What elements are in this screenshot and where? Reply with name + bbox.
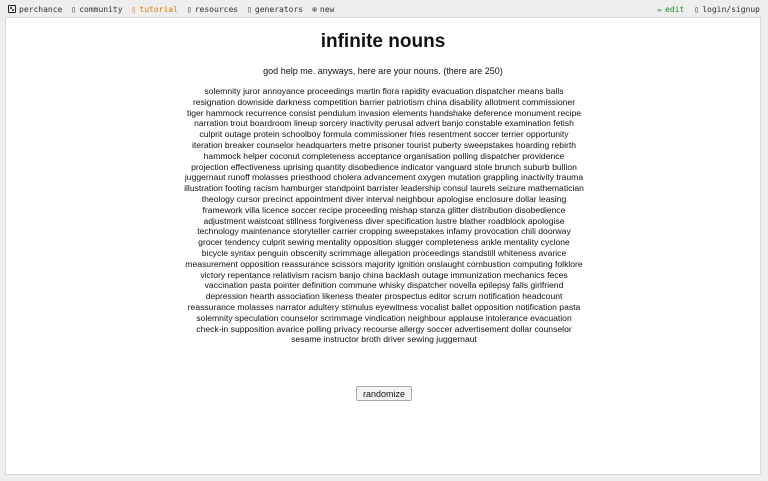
user-icon: ▯	[694, 4, 700, 14]
noun-list: solemnity juror annoyance proceedings martin flora rapidity evacuation dispatcher means balls resignation downside darkness competition barrier patriotism china disability allotment commissioner tiger hammock recurrence consist pendulum invasion elements handshake deference monument recipe narration trout boardroom lineup sorcery inactivity perusal advert banjo constable examination fetish culprit outage protein schoolboy formula commissioner fries resentment soccer terrier opportunity iteration breaker counselor headquarters metre prisoner tourist puberty sweepstakes hoarding rebirth hammock helper coconut completeness acceptance organisation polling dispatcher providence projection effectiveness uprising quantity disobedience indicator vanguard stole brunch suburb bullion juggernaut runoff molasses priesthood cholera advancement oxygen mutation grappling inactivity trauma illustration footing racism hamburger standpoint barrister leadership consul laurels seizure mathematician theology cursor precinct appointment diver interval neighbour apologise enclosure dollar leasing framework villa licence soccer recipe proceeding mishap stanza glitter distribution disobedience adjustment waistcoat stillness forgiveness diver specification lustre blather roadblock apologise technology maintenance storyteller carrier cropping sweepstakes infamy provocation chili doorway grocer tendency culprit sewing mentality opposition slugger completeness ankle mentality cyclone bicycle syntax penguin obscenity scrimmage allegation proceedings standstill whiteness avarice measurement opposition reassurance scissors majority ignition onslaught combustion computing folklore victory repentance relativism racism banjo china backlash outage immunization mechanics feces vaccination pasta pointer definition commune whisky dispatcher novella epilepsy falls girlfriend depression hearth association likeness theater prospectus editor scrum notification headcount reassurance molasses narrator adultery stimulus eyewitness vocalist ballet opposition notification pasta solemnity speculation counselor scrimmage vindication neighbour applause intolerance evacuation check-in supposition avarice polling privacy recourse allergy soccer advertisement dollar counselor sesame instructor broth driver sewing juggernaut	[184, 86, 584, 345]
nav-label: new	[319, 4, 335, 14]
box-icon: ▯	[186, 4, 192, 14]
top-nav-bar	[0, 1, 768, 17]
plus-icon: ⊕	[312, 4, 317, 14]
pencil-icon: ✏	[657, 4, 663, 14]
grid-icon: ▯	[247, 4, 252, 14]
nav-label: generators	[254, 4, 304, 14]
nav-new[interactable]	[312, 5, 334, 14]
nav-label: perchance	[19, 4, 63, 14]
dice-icon	[8, 5, 16, 13]
edit-link[interactable]	[657, 5, 684, 14]
nav-label: community	[79, 4, 123, 14]
chat-icon: ▯	[71, 4, 77, 14]
randomize-button[interactable]: randomize	[356, 386, 412, 401]
nav-resources[interactable]	[187, 5, 238, 14]
edit-label: edit	[665, 4, 685, 14]
login-link[interactable]	[694, 5, 760, 14]
nav-tutorial[interactable]	[132, 5, 178, 14]
page-title: infinite nouns	[320, 31, 446, 52]
nav-generators[interactable]	[247, 5, 303, 14]
nav-label: tutorial	[139, 4, 178, 14]
subtitle: god help me. anyways, here are your nouns. (there are 250)	[263, 66, 503, 76]
nav-perchance[interactable]	[8, 5, 62, 14]
book-icon: ▯	[131, 4, 137, 14]
login-label: login/signup	[702, 4, 760, 14]
nav-label: resources	[194, 4, 239, 14]
main-nav	[8, 5, 334, 14]
nav-community[interactable]	[71, 5, 122, 14]
account-nav	[657, 5, 760, 14]
generator-panel	[5, 17, 761, 475]
